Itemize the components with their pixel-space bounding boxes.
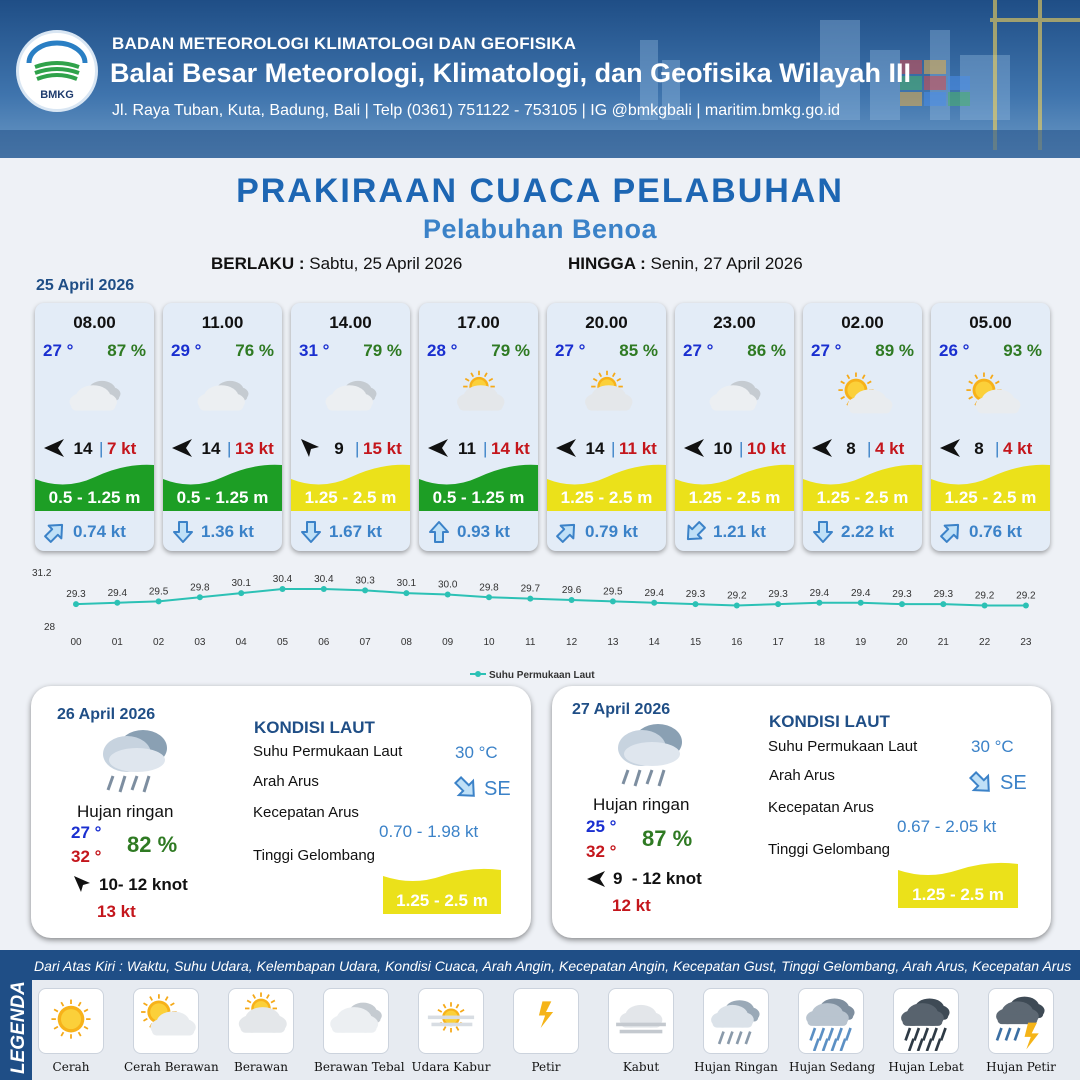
wind-arrow-icon	[939, 437, 961, 459]
day2-gust: 13 kt	[97, 902, 136, 921]
data-point	[610, 598, 616, 604]
data-point	[238, 590, 244, 596]
data-point	[197, 594, 203, 600]
card-humidity: 89 %	[875, 341, 914, 360]
day3-wind: 9 - 12 knot	[613, 869, 702, 888]
x-tick-label: 08	[400, 637, 412, 648]
legend-item-label: Cerah Berawan	[124, 1060, 219, 1074]
card-current-speed: 0.93 kt	[457, 522, 510, 541]
card-separator: |	[995, 439, 1000, 458]
day2-sst-label: Suhu Permukaan Laut	[253, 743, 403, 760]
day2-dir: SE	[484, 778, 511, 800]
day2-dir-label: Arah Arus	[253, 773, 319, 790]
card-temp: 27 °	[555, 341, 586, 360]
data-point	[982, 603, 988, 609]
current-se-icon	[968, 770, 994, 796]
berawan-tebal-icon	[323, 988, 389, 1054]
current-arrow-icon	[939, 520, 963, 544]
day3-dir: SE	[1000, 772, 1027, 794]
data-point	[445, 592, 451, 598]
kabut-icon	[608, 988, 674, 1054]
day2-panel	[31, 686, 531, 938]
cerah-berawan-icon	[955, 369, 1027, 427]
port-name: Pelabuhan Benoa	[422, 214, 658, 244]
legend-item-label: Kabut	[622, 1060, 660, 1074]
berawan-tebal-icon	[187, 369, 259, 427]
data-label: 29.3	[768, 589, 788, 601]
day2-speed-label: Kecepatan Arus	[253, 804, 359, 821]
data-label: 29.6	[561, 585, 582, 596]
card-temp: 29 °	[171, 341, 202, 360]
card-separator: |	[739, 439, 744, 458]
data-label: 29.3	[933, 589, 954, 601]
day3-speed-label: Kecepatan Arus	[768, 799, 874, 816]
legend-item-label: Hujan Ringan	[694, 1060, 778, 1074]
current-arrow-icon	[427, 520, 451, 544]
legend-item	[219, 988, 303, 1074]
day2-humidity: 82 %	[127, 832, 178, 857]
day2-speed: 0.70 - 1.98 kt	[379, 822, 479, 841]
legend-item	[789, 988, 876, 1074]
day2-sea-heading: KONDISI LAUT	[254, 718, 375, 737]
current-arrow-icon	[555, 520, 579, 544]
card-gust: 15 kt	[363, 439, 402, 458]
card-wave-height: 0.5 - 1.25 m	[48, 488, 141, 507]
card-wind: 10	[713, 439, 733, 458]
card-gust: 4 kt	[1003, 439, 1033, 458]
forecast-card	[419, 303, 538, 551]
berawan-icon	[571, 369, 643, 427]
wind-arrow-icon	[171, 437, 193, 459]
card-gust: 14 kt	[491, 439, 530, 458]
forecast-card	[163, 303, 282, 551]
x-tick-label: 02	[153, 637, 165, 648]
card-gust: 4 kt	[875, 439, 905, 458]
card-gust: 11 kt	[619, 439, 657, 458]
data-label: 29.3	[685, 589, 706, 601]
card-current-speed: 0.79 kt	[585, 522, 638, 541]
day3-wave-label: Tinggi Gelombang	[768, 841, 891, 858]
day3-panel	[552, 686, 1051, 938]
wind-arrow-icon	[73, 875, 91, 893]
data-label: 30.4	[314, 574, 334, 585]
legend-item-label: Berawan	[234, 1060, 288, 1074]
card-temp: 27 °	[683, 341, 714, 360]
wind-arrow-icon	[555, 437, 577, 459]
valid-from-value: Sabtu, 25 April 2026	[309, 254, 463, 273]
card-humidity: 87 %	[107, 341, 146, 360]
card-wave-height: 1.25 - 2.5 m	[944, 488, 1037, 507]
current-arrow-icon	[171, 520, 195, 544]
data-point	[362, 587, 368, 593]
data-point	[899, 601, 905, 607]
card-wind: 14	[201, 439, 221, 458]
wind-arrow-icon	[586, 870, 606, 888]
card-humidity: 76 %	[235, 341, 274, 360]
series-line	[76, 589, 1026, 606]
x-tick-label: 15	[689, 637, 702, 648]
valid-to-label: HINGGA :	[568, 254, 646, 273]
x-tick-label: 16	[731, 637, 743, 648]
card-current-speed: 1.21 kt	[713, 522, 766, 541]
day2-wind: 10- 12 knot	[99, 875, 188, 894]
legend-item	[409, 988, 493, 1074]
data-point	[280, 586, 286, 592]
berawan-tebal-icon	[699, 369, 771, 427]
card-temp: 31 °	[299, 341, 330, 360]
data-label: 30.3	[355, 575, 375, 587]
data-point	[486, 594, 492, 600]
card-time: 23.00	[713, 313, 756, 332]
forecast-card	[35, 303, 154, 551]
x-tick-label: 10	[483, 637, 495, 648]
card-temp: 27 °	[811, 341, 842, 360]
day2-date: 26 April 2026	[57, 706, 156, 723]
x-tick-label: 03	[194, 637, 206, 648]
hujan-ringan-icon	[703, 988, 769, 1054]
card-wave-height: 1.25 - 2.5 m	[816, 488, 909, 507]
card-wind: 8	[846, 439, 856, 458]
data-point	[73, 601, 79, 607]
legend-item	[29, 988, 113, 1074]
wind-arrow-icon	[299, 437, 321, 459]
card-wave-height: 0.5 - 1.25 m	[432, 488, 525, 507]
data-point	[816, 600, 822, 606]
cerah-berawan-icon	[133, 988, 199, 1054]
card-wind: 14	[73, 439, 93, 458]
data-label: 29.4	[107, 587, 128, 599]
day1-date: 25 April 2026	[36, 277, 135, 294]
data-label: 30.1	[231, 578, 251, 590]
x-tick-label: 22	[979, 637, 991, 648]
data-point	[940, 601, 946, 607]
legend-item-label: Udara Kabur	[411, 1060, 491, 1074]
agency-name: BADAN METEOROLOGI KLIMATOLOGI DAN GEOFISIKA	[112, 34, 577, 53]
current-arrow-icon	[683, 520, 707, 544]
card-wind: 11	[458, 439, 476, 458]
day2-temp-max: 32 °	[71, 847, 102, 866]
card-separator: |	[483, 439, 488, 458]
x-tick-label: 07	[359, 637, 371, 648]
x-tick-label: 18	[813, 637, 825, 648]
hujan-petir-icon	[988, 988, 1054, 1054]
legend-item-label: Hujan Lebat	[888, 1060, 964, 1074]
x-tick-label: 19	[855, 637, 867, 648]
legend-description: Dari Atas Kiri : Waktu, Suhu Udara, Kelembapan Udara, Kondisi Cuaca, Arah Angin, Kecepatan Angin, Kecepatan Gust, Tinggi Gelombang, Arah Arus, Kecepatan Arus	[34, 958, 1072, 974]
wind-arrow-icon	[427, 437, 449, 459]
data-point	[775, 601, 781, 607]
page-title: PRAKIRAAN CUACA PELABUHAN	[236, 172, 844, 210]
card-separator: |	[867, 439, 872, 458]
data-point	[403, 590, 409, 596]
udara-kabur-icon	[418, 988, 484, 1054]
data-label: 29.5	[603, 586, 623, 598]
day3-sea-heading: KONDISI LAUT	[769, 712, 890, 731]
data-point	[114, 600, 120, 606]
data-point	[858, 600, 864, 606]
x-tick-label: 23	[1020, 637, 1032, 648]
legend-item	[504, 988, 588, 1074]
x-tick-label: 20	[896, 637, 908, 648]
office-contact: Jl. Raya Tuban, Kuta, Badung, Bali | Telp (0361) 751122 - 753105 | IG @bmkgbali | maritim.bmkg.go.id	[112, 102, 841, 119]
day3-condition: Hujan ringan	[593, 795, 690, 814]
wind-arrow-icon	[683, 437, 705, 459]
data-label: 29.8	[479, 582, 499, 594]
data-label: 30.0	[437, 579, 458, 591]
legend-item-label: Berawan Tebal	[314, 1060, 405, 1074]
berawan-tebal-icon	[315, 369, 387, 427]
day2-wave-label: Tinggi Gelombang	[253, 847, 376, 864]
card-gust: 10 kt	[747, 439, 786, 458]
card-separator: |	[99, 439, 104, 458]
bmkg-logo	[16, 30, 98, 112]
legend-word: LEGENDA	[8, 981, 29, 1074]
day3-wave: 1.25 - 2.5 m	[912, 885, 1004, 904]
card-current-speed: 1.36 kt	[201, 522, 254, 541]
y-tick-label: 28	[44, 622, 56, 633]
card-wind: 8	[974, 439, 984, 458]
card-time: 11.00	[201, 313, 244, 332]
card-current-speed: 0.76 kt	[969, 522, 1022, 541]
valid-to	[568, 254, 803, 274]
x-tick-label: 09	[442, 637, 454, 648]
current-arrow-icon	[811, 520, 835, 544]
forecast-card	[803, 303, 922, 551]
card-wave-height: 1.25 - 2.5 m	[304, 488, 397, 507]
card-time: 14.00	[329, 313, 372, 332]
berawan-icon	[443, 369, 515, 427]
berawan-tebal-icon	[59, 369, 131, 427]
x-tick-label: 04	[235, 637, 247, 648]
data-label: 29.5	[148, 586, 169, 598]
card-separator: |	[611, 439, 616, 458]
data-label: 29.2	[974, 590, 995, 602]
card-wave-height: 0.5 - 1.25 m	[176, 488, 269, 507]
x-tick-label: 13	[607, 637, 619, 648]
card-temp: 28 °	[427, 341, 458, 360]
day3-gust: 12 kt	[612, 896, 651, 915]
wind-arrow-icon	[811, 437, 833, 459]
x-tick-label: 14	[648, 637, 660, 648]
legend-item-label: Hujan Petir	[986, 1060, 1056, 1074]
card-current-speed: 0.74 kt	[73, 522, 126, 541]
data-label: 29.2	[1016, 590, 1036, 602]
day3-humidity: 87 %	[642, 826, 693, 851]
x-tick-label: 17	[772, 637, 784, 648]
light-rain-icon	[606, 720, 696, 790]
valid-from	[211, 254, 462, 274]
legend-item	[884, 988, 968, 1074]
data-label: 30.1	[396, 578, 417, 590]
day3-sst-label: Suhu Permukaan Laut	[768, 738, 918, 755]
data-point	[651, 600, 657, 606]
card-temp: 27 °	[43, 341, 74, 360]
logo-text: BMKG	[40, 89, 74, 101]
x-tick-label: 06	[318, 637, 330, 648]
card-humidity: 93 %	[1003, 341, 1042, 360]
card-wave-height: 1.25 - 2.5 m	[688, 488, 781, 507]
office-name: Balai Besar Meteorologi, Klimatologi, dan Geofisika Wilayah III	[110, 58, 911, 88]
card-wind: 9	[334, 439, 344, 458]
card-humidity: 86 %	[747, 341, 786, 360]
x-tick-label: 01	[111, 637, 123, 648]
current-arrow-icon	[299, 520, 323, 544]
card-time: 20.00	[585, 313, 628, 332]
day2-sst: 30 °C	[455, 743, 498, 762]
legend-marker	[475, 671, 481, 677]
legend-item-label: Hujan Sedang	[789, 1060, 876, 1074]
legend-title	[2, 950, 32, 1080]
card-gust: 7 kt	[107, 439, 137, 458]
card-current-speed: 1.67 kt	[329, 522, 382, 541]
day3-temp-min: 25 °	[586, 817, 617, 836]
legend-item-label: Cerah	[52, 1060, 90, 1074]
day3-sst: 30 °C	[971, 737, 1014, 756]
day3-temp-max: 32 °	[586, 842, 617, 861]
card-humidity: 79 %	[363, 341, 402, 360]
data-label: 29.4	[644, 587, 664, 599]
x-tick-label: 11	[525, 637, 536, 648]
legend-item	[124, 988, 219, 1074]
petir-icon	[513, 988, 579, 1054]
data-point	[1023, 603, 1029, 609]
legend-item	[599, 988, 683, 1074]
x-tick-label: 21	[937, 637, 949, 648]
current-se-icon	[453, 775, 479, 801]
card-time: 02.00	[841, 313, 884, 332]
day3-dir-label: Arah Arus	[769, 767, 835, 784]
forecast-card	[291, 303, 410, 551]
data-point	[156, 598, 162, 604]
day2-wave: 1.25 - 2.5 m	[396, 891, 488, 910]
card-time: 05.00	[969, 313, 1012, 332]
data-point	[569, 597, 575, 603]
card-humidity: 79 %	[491, 341, 530, 360]
card-current-speed: 2.22 kt	[841, 522, 894, 541]
card-gust: 13 kt	[235, 439, 274, 458]
data-label: 29.3	[892, 589, 912, 601]
day2-temp-min: 27 °	[71, 823, 102, 842]
x-tick-label: 00	[70, 637, 82, 648]
forecast-card	[675, 303, 794, 551]
legend-item	[979, 988, 1063, 1074]
card-temp: 26 °	[939, 341, 970, 360]
x-tick-label: 05	[276, 637, 289, 648]
data-point	[693, 601, 699, 607]
data-label: 30.4	[272, 574, 293, 585]
card-humidity: 85 %	[619, 341, 658, 360]
legend-label: Suhu Permukaan Laut	[489, 670, 595, 681]
data-label: 29.4	[809, 587, 830, 599]
valid-from-label: BERLAKU :	[211, 254, 305, 273]
sst-chart	[30, 566, 1070, 686]
y-tick-label: 31.2	[32, 568, 52, 579]
legend-item	[314, 988, 405, 1074]
cerah-icon	[38, 988, 104, 1054]
legend-item	[694, 988, 778, 1074]
data-label: 29.3	[66, 589, 86, 601]
card-time: 08.00	[73, 313, 116, 332]
day3-speed: 0.67 - 2.05 kt	[897, 817, 997, 836]
legend-item-label: Petir	[531, 1060, 561, 1074]
hujan-sedang-icon	[798, 988, 864, 1054]
data-label: 29.4	[850, 587, 871, 599]
current-arrow-icon	[43, 520, 67, 544]
header-banner	[0, 0, 1080, 158]
data-label: 29.2	[727, 590, 747, 602]
data-label: 29.7	[520, 583, 541, 595]
light-rain-icon	[91, 726, 181, 796]
data-point	[321, 586, 327, 592]
card-time: 17.00	[457, 313, 500, 332]
berawan-icon	[228, 988, 294, 1054]
day2-condition: Hujan ringan	[77, 802, 174, 821]
card-separator: |	[227, 439, 232, 458]
card-wave-height: 1.25 - 2.5 m	[560, 488, 653, 507]
day3-date: 27 April 2026	[572, 701, 671, 718]
data-point	[734, 603, 740, 609]
forecast-card	[547, 303, 666, 551]
card-separator: |	[355, 439, 360, 458]
card-wind: 14	[585, 439, 605, 458]
forecast-card	[931, 303, 1050, 551]
cerah-berawan-icon	[827, 369, 899, 427]
valid-to-value: Senin, 27 April 2026	[650, 254, 803, 273]
data-label: 29.8	[190, 582, 210, 594]
data-point	[527, 596, 533, 602]
wind-arrow-icon	[43, 437, 65, 459]
x-tick-label: 12	[566, 637, 578, 648]
hujan-lebat-icon	[893, 988, 959, 1054]
